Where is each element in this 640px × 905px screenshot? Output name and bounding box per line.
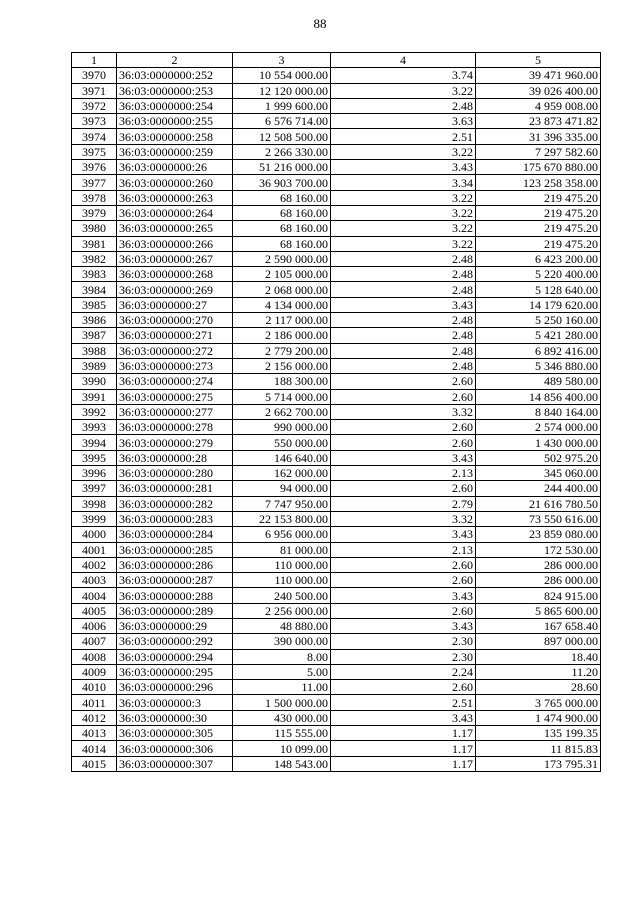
value-cell: 2 186 000.00: [233, 328, 331, 343]
row-number-cell: 4009: [72, 664, 117, 679]
table-row: [72, 588, 601, 603]
table-row: [72, 404, 601, 419]
amount-cell: 31 396 335.00: [476, 129, 601, 144]
value-cell: 10 099.00: [233, 741, 331, 756]
coefficient-cell: 3.63: [331, 114, 476, 129]
coefficient-cell: 3.43: [331, 588, 476, 603]
amount-cell: 345 060.00: [476, 466, 601, 481]
coefficient-cell: 1.17: [331, 741, 476, 756]
row-number-cell: 3982: [72, 251, 117, 266]
coefficient-cell: 2.60: [331, 435, 476, 450]
value-cell: 2 105 000.00: [233, 267, 331, 282]
table-row: [72, 98, 601, 113]
amount-cell: 824 915.00: [476, 588, 601, 603]
cadastral-number-cell: 36:03:0000000:264: [117, 205, 233, 220]
table-row: [72, 741, 601, 756]
value-cell: 5.00: [233, 664, 331, 679]
table-row: [72, 435, 601, 450]
row-number-cell: 3993: [72, 420, 117, 435]
value-cell: 2 256 000.00: [233, 603, 331, 618]
value-cell: 11.00: [233, 680, 331, 695]
value-cell: 550 000.00: [233, 435, 331, 450]
row-number-cell: 3999: [72, 511, 117, 526]
row-number-cell: 3984: [72, 282, 117, 297]
coefficient-cell: 3.22: [331, 205, 476, 220]
value-cell: 7 747 950.00: [233, 496, 331, 511]
row-number-cell: 3997: [72, 481, 117, 496]
amount-cell: 6 892 416.00: [476, 343, 601, 358]
cadastral-number-cell: 36:03:0000000:274: [117, 374, 233, 389]
value-cell: 6 956 000.00: [233, 527, 331, 542]
value-cell: 1 999 600.00: [233, 98, 331, 113]
value-cell: 1 500 000.00: [233, 695, 331, 710]
coefficient-cell: 3.32: [331, 404, 476, 419]
cadastral-number-cell: 36:03:0000000:252: [117, 68, 233, 83]
value-cell: 2 117 000.00: [233, 313, 331, 328]
table-row: [72, 328, 601, 343]
coefficient-cell: 2.51: [331, 695, 476, 710]
row-number-cell: 4002: [72, 557, 117, 572]
value-cell: 68 160.00: [233, 205, 331, 220]
coefficient-cell: 3.32: [331, 511, 476, 526]
cadastral-number-cell: 36:03:0000000:275: [117, 389, 233, 404]
cadastral-number-cell: 36:03:0000000:285: [117, 542, 233, 557]
cadastral-number-cell: 36:03:0000000:292: [117, 634, 233, 649]
cadastral-number-cell: 36:03:0000000:286: [117, 557, 233, 572]
table-row: [72, 481, 601, 496]
table-row: [72, 618, 601, 633]
cadastral-number-cell: 36:03:0000000:26: [117, 160, 233, 175]
cadastral-number-cell: 36:03:0000000:253: [117, 83, 233, 98]
cadastral-number-cell: 36:03:0000000:288: [117, 588, 233, 603]
amount-cell: 286 000.00: [476, 557, 601, 572]
value-cell: 6 576 714.00: [233, 114, 331, 129]
coefficient-cell: 1.17: [331, 726, 476, 741]
row-number-cell: 3976: [72, 160, 117, 175]
table-row: [72, 680, 601, 695]
value-cell: 5 714 000.00: [233, 389, 331, 404]
value-cell: 81 000.00: [233, 542, 331, 557]
value-cell: 390 000.00: [233, 634, 331, 649]
coefficient-cell: 2.30: [331, 634, 476, 649]
table-row: [72, 573, 601, 588]
value-cell: 2 266 330.00: [233, 144, 331, 159]
coefficient-cell: 2.48: [331, 98, 476, 113]
cadastral-number-cell: 36:03:0000000:295: [117, 664, 233, 679]
column-header-4: 4: [331, 53, 476, 68]
table-row: [72, 466, 601, 481]
coefficient-cell: 3.22: [331, 83, 476, 98]
value-cell: 12 120 000.00: [233, 83, 331, 98]
cadastral-number-cell: 36:03:0000000:289: [117, 603, 233, 618]
cadastral-number-cell: 36:03:0000000:260: [117, 175, 233, 190]
coefficient-cell: 3.43: [331, 297, 476, 312]
cadastral-number-cell: 36:03:0000000:305: [117, 726, 233, 741]
row-number-cell: 4012: [72, 710, 117, 725]
table-row: [72, 282, 601, 297]
row-number-cell: 3971: [72, 83, 117, 98]
row-number-cell: 4014: [72, 741, 117, 756]
cadastral-number-cell: 36:03:0000000:258: [117, 129, 233, 144]
table-row: [72, 527, 601, 542]
coefficient-cell: 3.74: [331, 68, 476, 83]
amount-cell: 219 475.20: [476, 221, 601, 236]
value-cell: 240 500.00: [233, 588, 331, 603]
row-number-cell: 3972: [72, 98, 117, 113]
coefficient-cell: 2.48: [331, 358, 476, 373]
cadastral-number-cell: 36:03:0000000:255: [117, 114, 233, 129]
row-number-cell: 3978: [72, 190, 117, 205]
cadastral-number-cell: 36:03:0000000:28: [117, 450, 233, 465]
cadastral-number-cell: 36:03:0000000:279: [117, 435, 233, 450]
amount-cell: 7 297 582.60: [476, 144, 601, 159]
cadastral-number-cell: 36:03:0000000:263: [117, 190, 233, 205]
table-row: [72, 420, 601, 435]
cadastral-number-cell: 36:03:0000000:287: [117, 573, 233, 588]
table-row: [72, 144, 601, 159]
amount-cell: 502 975.20: [476, 450, 601, 465]
cadastral-number-cell: 36:03:0000000:284: [117, 527, 233, 542]
value-cell: 2 068 000.00: [233, 282, 331, 297]
cadastral-number-cell: 36:03:0000000:272: [117, 343, 233, 358]
cadastral-number-cell: 36:03:0000000:273: [117, 358, 233, 373]
table-row: [72, 83, 601, 98]
amount-cell: 8 840 164.00: [476, 404, 601, 419]
amount-cell: 3 765 000.00: [476, 695, 601, 710]
table-row: [72, 358, 601, 373]
cadastral-number-cell: 36:03:0000000:267: [117, 251, 233, 266]
row-number-cell: 3996: [72, 466, 117, 481]
cadastral-number-cell: 36:03:0000000:280: [117, 466, 233, 481]
amount-cell: 219 475.20: [476, 236, 601, 251]
value-cell: 68 160.00: [233, 221, 331, 236]
table-row: [72, 511, 601, 526]
amount-cell: 173 795.31: [476, 756, 601, 771]
cadastral-number-cell: 36:03:0000000:296: [117, 680, 233, 695]
table-row: [72, 603, 601, 618]
table-row: [72, 664, 601, 679]
amount-cell: 5 346 880.00: [476, 358, 601, 373]
row-number-cell: 3991: [72, 389, 117, 404]
amount-cell: 219 475.20: [476, 205, 601, 220]
table-row: [72, 175, 601, 190]
value-cell: 146 640.00: [233, 450, 331, 465]
coefficient-cell: 2.48: [331, 328, 476, 343]
coefficient-cell: 1.17: [331, 756, 476, 771]
row-number-cell: 4013: [72, 726, 117, 741]
amount-cell: 1 474 900.00: [476, 710, 601, 725]
coefficient-cell: 2.51: [331, 129, 476, 144]
amount-cell: 5 220 400.00: [476, 267, 601, 282]
amount-cell: 897 000.00: [476, 634, 601, 649]
table-row: [72, 313, 601, 328]
row-number-cell: 4006: [72, 618, 117, 633]
coefficient-cell: 2.48: [331, 313, 476, 328]
amount-cell: 23 859 080.00: [476, 527, 601, 542]
row-number-cell: 4010: [72, 680, 117, 695]
coefficient-cell: 2.60: [331, 573, 476, 588]
coefficient-cell: 3.43: [331, 527, 476, 542]
table-row: [72, 236, 601, 251]
value-cell: 36 903 700.00: [233, 175, 331, 190]
table-row: [72, 129, 601, 144]
amount-cell: 21 616 780.50: [476, 496, 601, 511]
cadastral-number-cell: 36:03:0000000:259: [117, 144, 233, 159]
cadastral-number-cell: 36:03:0000000:277: [117, 404, 233, 419]
header-row: [72, 53, 601, 68]
cadastral-number-cell: 36:03:0000000:27: [117, 297, 233, 312]
coefficient-cell: 2.60: [331, 389, 476, 404]
amount-cell: 73 550 616.00: [476, 511, 601, 526]
coefficient-cell: 2.13: [331, 542, 476, 557]
table-row: [72, 557, 601, 572]
cadastral-number-cell: 36:03:0000000:282: [117, 496, 233, 511]
amount-cell: 11.20: [476, 664, 601, 679]
row-number-cell: 4001: [72, 542, 117, 557]
cadastral-number-cell: 36:03:0000000:3: [117, 695, 233, 710]
table-row: [72, 343, 601, 358]
value-cell: 94 000.00: [233, 481, 331, 496]
coefficient-cell: 2.60: [331, 603, 476, 618]
coefficient-cell: 3.22: [331, 221, 476, 236]
row-number-cell: 3975: [72, 144, 117, 159]
amount-cell: 14 856 400.00: [476, 389, 601, 404]
row-number-cell: 3995: [72, 450, 117, 465]
amount-cell: 172 530.00: [476, 542, 601, 557]
value-cell: 68 160.00: [233, 236, 331, 251]
amount-cell: 244 400.00: [476, 481, 601, 496]
amount-cell: 39 026 400.00: [476, 83, 601, 98]
table-row: [72, 450, 601, 465]
value-cell: 990 000.00: [233, 420, 331, 435]
table-row: [72, 496, 601, 511]
cadastral-number-cell: 36:03:0000000:254: [117, 98, 233, 113]
cadastral-number-cell: 36:03:0000000:270: [117, 313, 233, 328]
cadastral-number-cell: 36:03:0000000:307: [117, 756, 233, 771]
value-cell: 8.00: [233, 649, 331, 664]
column-header-2: 2: [117, 53, 233, 68]
row-number-cell: 3998: [72, 496, 117, 511]
table-row: [72, 251, 601, 266]
row-number-cell: 3973: [72, 114, 117, 129]
data-table: [71, 52, 601, 772]
amount-cell: 5 250 160.00: [476, 313, 601, 328]
amount-cell: 5 128 640.00: [476, 282, 601, 297]
row-number-cell: 3970: [72, 68, 117, 83]
row-number-cell: 4000: [72, 527, 117, 542]
cadastral-number-cell: 36:03:0000000:269: [117, 282, 233, 297]
amount-cell: 219 475.20: [476, 190, 601, 205]
value-cell: 110 000.00: [233, 573, 331, 588]
value-cell: 12 508 500.00: [233, 129, 331, 144]
coefficient-cell: 2.60: [331, 680, 476, 695]
amount-cell: 6 423 200.00: [476, 251, 601, 266]
coefficient-cell: 3.22: [331, 144, 476, 159]
table-row: [72, 634, 601, 649]
row-number-cell: 3988: [72, 343, 117, 358]
coefficient-cell: 3.22: [331, 236, 476, 251]
value-cell: 2 662 700.00: [233, 404, 331, 419]
row-number-cell: 3983: [72, 267, 117, 282]
value-cell: 4 134 000.00: [233, 297, 331, 312]
table-row: [72, 160, 601, 175]
amount-cell: 2 574 000.00: [476, 420, 601, 435]
coefficient-cell: 3.43: [331, 160, 476, 175]
value-cell: 148 543.00: [233, 756, 331, 771]
coefficient-cell: 3.22: [331, 190, 476, 205]
table-row: [72, 205, 601, 220]
amount-cell: 39 471 960.00: [476, 68, 601, 83]
value-cell: 68 160.00: [233, 190, 331, 205]
row-number-cell: 3979: [72, 205, 117, 220]
coefficient-cell: 3.43: [331, 618, 476, 633]
table-row: [72, 695, 601, 710]
table-row: [72, 710, 601, 725]
amount-cell: 18.40: [476, 649, 601, 664]
amount-cell: 11 815.83: [476, 741, 601, 756]
amount-cell: 175 670 880.00: [476, 160, 601, 175]
coefficient-cell: 3.43: [331, 450, 476, 465]
cadastral-number-cell: 36:03:0000000:268: [117, 267, 233, 282]
row-number-cell: 4003: [72, 573, 117, 588]
amount-cell: 23 873 471.82: [476, 114, 601, 129]
coefficient-cell: 3.34: [331, 175, 476, 190]
value-cell: 10 554 000.00: [233, 68, 331, 83]
table-row: [72, 542, 601, 557]
table-body: [72, 68, 601, 772]
value-cell: 115 555.00: [233, 726, 331, 741]
value-cell: 2 779 200.00: [233, 343, 331, 358]
amount-cell: 167 658.40: [476, 618, 601, 633]
amount-cell: 5 421 280.00: [476, 328, 601, 343]
row-number-cell: 4005: [72, 603, 117, 618]
coefficient-cell: 2.13: [331, 466, 476, 481]
row-number-cell: 3994: [72, 435, 117, 450]
value-cell: 2 590 000.00: [233, 251, 331, 266]
coefficient-cell: 2.30: [331, 649, 476, 664]
cadastral-number-cell: 36:03:0000000:271: [117, 328, 233, 343]
row-number-cell: 4011: [72, 695, 117, 710]
value-cell: 162 000.00: [233, 466, 331, 481]
value-cell: 22 153 800.00: [233, 511, 331, 526]
value-cell: 48 880.00: [233, 618, 331, 633]
table-row: [72, 649, 601, 664]
coefficient-cell: 2.60: [331, 420, 476, 435]
cadastral-number-cell: 36:03:0000000:278: [117, 420, 233, 435]
table-row: [72, 756, 601, 771]
row-number-cell: 3980: [72, 221, 117, 236]
column-header-3: 3: [233, 53, 331, 68]
amount-cell: 135 199.35: [476, 726, 601, 741]
coefficient-cell: 2.48: [331, 343, 476, 358]
cadastral-number-cell: 36:03:0000000:281: [117, 481, 233, 496]
cadastral-number-cell: 36:03:0000000:266: [117, 236, 233, 251]
coefficient-cell: 2.60: [331, 481, 476, 496]
row-number-cell: 3986: [72, 313, 117, 328]
amount-cell: 489 580.00: [476, 374, 601, 389]
column-header-5: 5: [476, 53, 601, 68]
row-number-cell: 3987: [72, 328, 117, 343]
row-number-cell: 3985: [72, 297, 117, 312]
cadastral-number-cell: 36:03:0000000:29: [117, 618, 233, 633]
row-number-cell: 3981: [72, 236, 117, 251]
coefficient-cell: 2.60: [331, 557, 476, 572]
cadastral-number-cell: 36:03:0000000:30: [117, 710, 233, 725]
table-row: [72, 297, 601, 312]
row-number-cell: 4008: [72, 649, 117, 664]
value-cell: 430 000.00: [233, 710, 331, 725]
value-cell: 110 000.00: [233, 557, 331, 572]
row-number-cell: 3974: [72, 129, 117, 144]
cadastral-number-cell: 36:03:0000000:265: [117, 221, 233, 236]
value-cell: 51 216 000.00: [233, 160, 331, 175]
table-row: [72, 68, 601, 83]
coefficient-cell: 3.43: [331, 710, 476, 725]
table-row: [72, 221, 601, 236]
amount-cell: 1 430 000.00: [476, 435, 601, 450]
row-number-cell: 3992: [72, 404, 117, 419]
coefficient-cell: 2.60: [331, 374, 476, 389]
coefficient-cell: 2.48: [331, 251, 476, 266]
row-number-cell: 3977: [72, 175, 117, 190]
amount-cell: 28.60: [476, 680, 601, 695]
coefficient-cell: 2.48: [331, 282, 476, 297]
row-number-cell: 4015: [72, 756, 117, 771]
amount-cell: 14 179 620.00: [476, 297, 601, 312]
row-number-cell: 3989: [72, 358, 117, 373]
table-row: [72, 190, 601, 205]
table-row: [72, 726, 601, 741]
coefficient-cell: 2.24: [331, 664, 476, 679]
table-row: [72, 374, 601, 389]
cadastral-number-cell: 36:03:0000000:294: [117, 649, 233, 664]
value-cell: 188 300.00: [233, 374, 331, 389]
coefficient-cell: 2.79: [331, 496, 476, 511]
row-number-cell: 4007: [72, 634, 117, 649]
coefficient-cell: 2.48: [331, 267, 476, 282]
row-number-cell: 4004: [72, 588, 117, 603]
amount-cell: 4 959 008.00: [476, 98, 601, 113]
cadastral-number-cell: 36:03:0000000:283: [117, 511, 233, 526]
cadastral-number-cell: 36:03:0000000:306: [117, 741, 233, 756]
table-row: [72, 267, 601, 282]
table-row: [72, 389, 601, 404]
amount-cell: 123 258 358.00: [476, 175, 601, 190]
column-header-1: 1: [72, 53, 117, 68]
page-number: 88: [313, 16, 327, 31]
amount-cell: 5 865 600.00: [476, 603, 601, 618]
row-number-cell: 3990: [72, 374, 117, 389]
amount-cell: 286 000.00: [476, 573, 601, 588]
table-row: [72, 114, 601, 129]
value-cell: 2 156 000.00: [233, 358, 331, 373]
